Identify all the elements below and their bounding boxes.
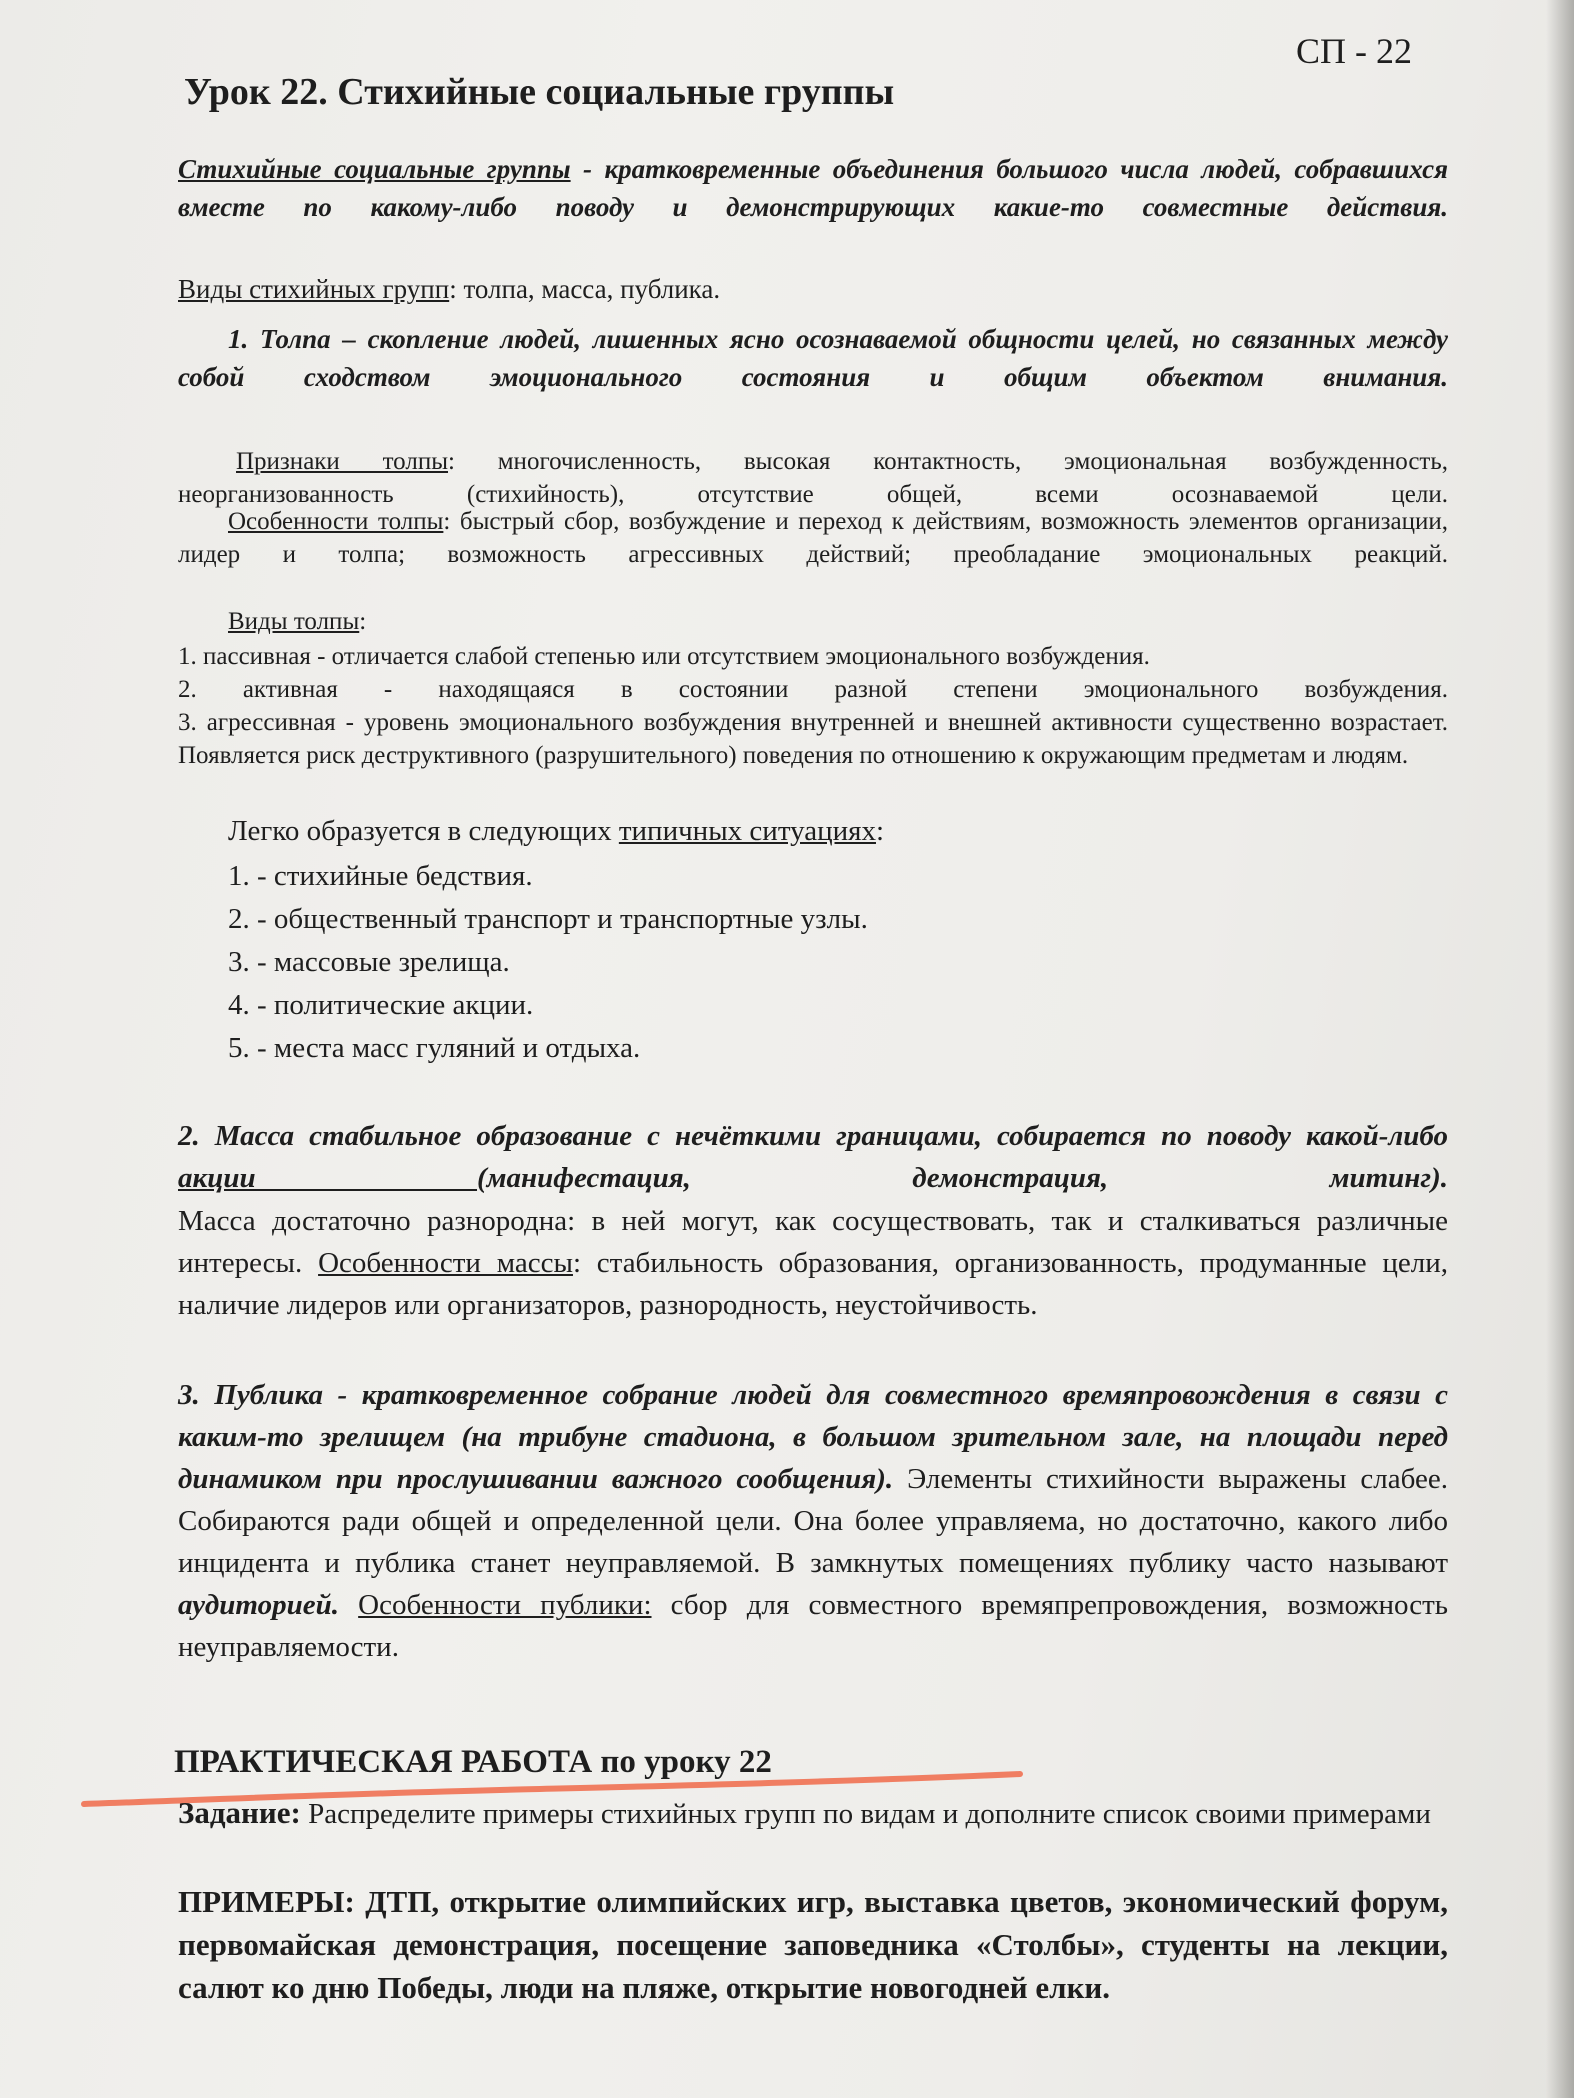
mass-paragraph bbox=[178, 1200, 1448, 1326]
practical-work-title: ПРАКТИЧЕСКАЯ РАБОТА по уроку 22 bbox=[174, 1744, 772, 1780]
public-text: Элементы стихийности выражены слабее. Собираются ради общей и определенной цели. Она более управляема, но достаточно, какого либо инцидента и публика станет неуправляемой. В замкнутых помещениях публику часто называют bbox=[178, 1463, 1448, 1579]
examples-text: ДТП, открытие олимпийских игр, выставка цветов, экономический форум, первомайская демонстрация, посещение заповедника «Столбы», студенты на лекции, салют ко дню Победы, люди на пляже, открытие новогодней елки. bbox=[178, 1884, 1448, 2005]
situations-list bbox=[178, 855, 1448, 1070]
crowd-types-list bbox=[178, 640, 1448, 772]
definition-term: Стихийные социальные группы bbox=[178, 154, 571, 184]
kinds-text: : толпа, масса, публика. bbox=[449, 274, 721, 304]
crowd-types-heading bbox=[178, 605, 1448, 638]
definition-paragraph bbox=[178, 150, 1448, 226]
crowd-types-label: Виды толпы bbox=[228, 608, 360, 635]
examples-label: ПРИМЕРЫ: bbox=[178, 1884, 355, 1919]
public-paragraph bbox=[178, 1374, 1448, 1668]
mass-features-text: : стабильность образования, организованность, продуманные цели, наличие лидеров или организаторов, разнородность, неустойчивость. bbox=[178, 1247, 1448, 1321]
crowd-features bbox=[178, 505, 1448, 571]
situations-colon: : bbox=[875, 815, 885, 847]
kinds-label: Виды стихийных групп bbox=[178, 274, 450, 304]
list-item: 4. - политические акции. bbox=[228, 989, 534, 1021]
list-item: 3. - массовые зрелища. bbox=[228, 946, 510, 978]
crowd-definition-text: – скопление людей, лишенных ясно осознаваемой общности целей, но связанных между собой сходством эмоционального состояния и общим объектом внимания. bbox=[178, 324, 1448, 392]
list-item: 2. активная - находящаяся в состоянии разной степени эмоционального возбуждения. bbox=[178, 676, 1448, 703]
mass-heading-text: 2. Масса стабильное образование с нечёткими границами, собирается по поводу какой-либо bbox=[178, 1120, 1448, 1152]
public-features-label: Особенности публики: bbox=[358, 1589, 652, 1621]
crowd-signs-text: : многочисленность, высокая контактность, эмоциональная возбужденность, неорганизованность (стихийность), отсутствие общей, всеми осознаваемой цели. bbox=[178, 448, 1448, 508]
crowd-signs bbox=[178, 445, 1448, 511]
kinds-paragraph bbox=[178, 270, 1448, 308]
task-label: Задание: bbox=[178, 1795, 301, 1830]
task-paragraph bbox=[178, 1792, 1448, 1835]
situations-label: типичных ситуациях bbox=[618, 815, 876, 847]
page-title: Урок 22. Стихийные социальные группы bbox=[184, 71, 895, 113]
mass-text: Масса достаточно разнородна: в ней могут, как сосуществовать, так и сталкиваться различные интересы. bbox=[178, 1205, 1448, 1279]
list-item: 1. - стихийные бедствия. bbox=[228, 860, 533, 892]
crowd-definition bbox=[178, 320, 1448, 396]
public-heading: 3. Публика - кратковременное собрание людей для совместного времяпровождения в связи с каким-то зрелищем (на трибуне стадиона, в большом зрительном зале, на площади перед динамиком при прослушивании важного сообщения). bbox=[178, 1379, 1448, 1495]
crowd-types-colon: : bbox=[359, 608, 367, 635]
crowd-heading: 1. Толпа bbox=[228, 324, 331, 354]
mass-action: акции bbox=[178, 1162, 478, 1194]
task-text: Распределите примеры стихийных групп по видам и дополните список своими примерами bbox=[300, 1798, 1431, 1830]
mass-features-label: Особенности массы bbox=[318, 1247, 573, 1279]
public-features-text: сбор для совместного времяпрепровождения, возможность неуправляемости. bbox=[178, 1589, 1449, 1663]
mass-heading-tail: (манифестация, демонстрация, митинг). bbox=[477, 1162, 1448, 1194]
page-code: СП - 22 bbox=[1296, 31, 1412, 71]
list-item: 3. агрессивная - уровень эмоционального возбуждения внутренней и внешней активности существенно возрастает. Появляется риск деструктивного (разрушительного) поведения по отношению к окружающим предметам и людям. bbox=[178, 709, 1448, 769]
list-item: 5. - места масс гуляний и отдыха. bbox=[228, 1032, 641, 1064]
page-edge-shadow bbox=[1546, 0, 1574, 2098]
mass-heading bbox=[178, 1115, 1448, 1199]
situations-intro-text: Легко образуется в следующих bbox=[228, 815, 619, 847]
definition-text: - кратковременные объединения большого числа людей, собравшихся вместе по какому-либо поводу и демонстрирующих какие-то совместные действия. bbox=[178, 154, 1448, 222]
list-item: 2. - общественный транспорт и транспортные узлы. bbox=[228, 903, 868, 935]
crowd-features-text: : быстрый сбор, возбуждение и переход к действиям, возможность элементов организации, лидер и толпа; возможность агрессивных действий; преобладание эмоциональных реакций. bbox=[178, 508, 1448, 568]
examples-paragraph bbox=[178, 1880, 1448, 2009]
public-term: аудиторией. bbox=[178, 1589, 339, 1621]
situations-intro bbox=[178, 810, 1448, 852]
crowd-signs-label: Признаки толпы bbox=[236, 448, 449, 475]
list-item: 1. пассивная - отличается слабой степенью или отсутствием эмоционального возбуждения. bbox=[178, 643, 1150, 670]
crowd-features-label: Особенности толпы bbox=[228, 508, 444, 535]
